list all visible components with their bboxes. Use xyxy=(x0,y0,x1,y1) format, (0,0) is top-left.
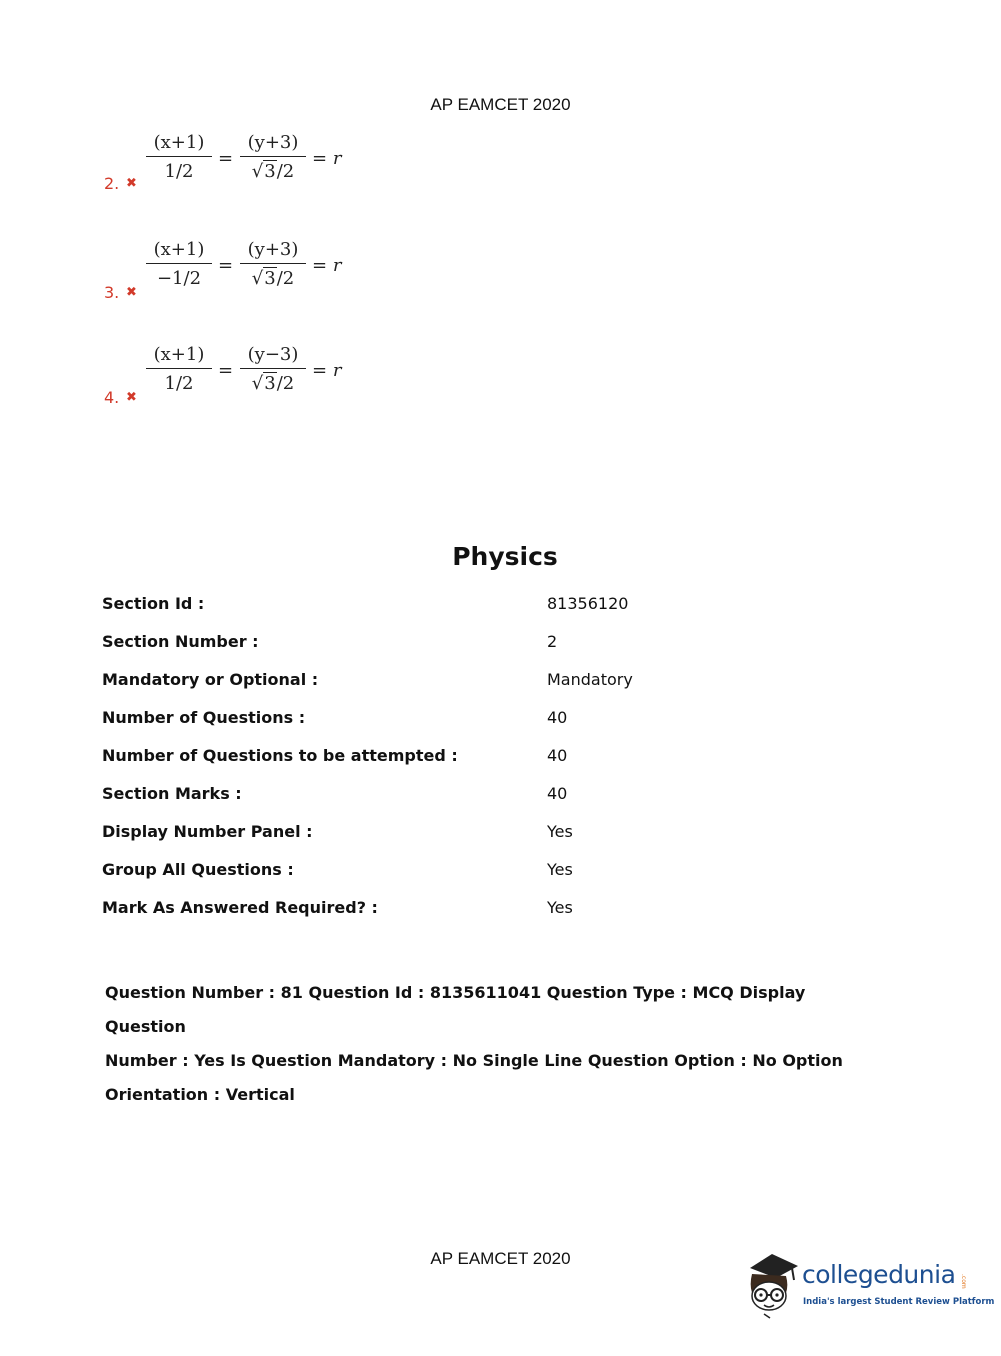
answer-option-2 xyxy=(104,128,404,208)
logo-suffix: .com xyxy=(960,1274,967,1289)
section-info-row xyxy=(102,822,802,852)
question-info-line: Number : Yes Is Question Mandatory : No Single Line Question Option : No Option xyxy=(105,1051,843,1070)
section-info-row xyxy=(102,784,802,814)
row-label: Display Number Panel : xyxy=(102,822,313,841)
option-label: 3. xyxy=(104,283,120,302)
row-value: 2 xyxy=(547,632,558,651)
mascot-icon xyxy=(742,1250,802,1320)
fraction-y: (y+3) √3/2 xyxy=(238,132,308,182)
equals-rhs: = r xyxy=(312,148,342,169)
fraction-y: (y+3) √3/2 xyxy=(238,239,308,289)
row-label: Section Id : xyxy=(102,594,205,613)
section-title: Physics xyxy=(452,542,558,571)
row-value: Yes xyxy=(547,860,573,879)
row-label: Mark As Answered Required? : xyxy=(102,898,378,917)
equals-rhs: = r xyxy=(312,360,342,381)
equals-sign: = xyxy=(218,360,234,381)
row-label: Group All Questions : xyxy=(102,860,294,879)
row-label: Number of Questions to be attempted : xyxy=(102,746,458,765)
question-info-line: Orientation : Vertical xyxy=(105,1085,295,1104)
equals-rhs: = r xyxy=(312,255,342,276)
answer-option-3 xyxy=(104,235,404,315)
section-info-row xyxy=(102,746,802,776)
row-value: Mandatory xyxy=(547,670,633,689)
fraction-x: (x+1) 1/2 xyxy=(144,132,214,182)
row-value: 40 xyxy=(547,784,568,803)
section-info-row xyxy=(102,860,802,890)
option-label: 4. xyxy=(104,388,120,407)
question-info xyxy=(105,976,865,1112)
page-header: AP EAMCET 2020 xyxy=(430,95,571,114)
fraction-x: (x+1) −1/2 xyxy=(144,239,214,289)
page-footer: AP EAMCET 2020 xyxy=(430,1249,571,1268)
collegedunia-logo xyxy=(742,1250,995,1320)
wrong-mark-icon: ✖ xyxy=(126,285,137,300)
row-label: Number of Questions : xyxy=(102,708,306,727)
option-label: 2. xyxy=(104,174,120,193)
section-info-row xyxy=(102,898,802,928)
equals-sign: = xyxy=(218,148,234,169)
fraction-x: (x+1) 1/2 xyxy=(144,344,214,394)
section-info-row xyxy=(102,708,802,738)
equals-sign: = xyxy=(218,255,234,276)
row-label: Mandatory or Optional : xyxy=(102,670,319,689)
wrong-mark-icon: ✖ xyxy=(126,176,137,191)
row-value: Yes xyxy=(547,822,573,841)
fraction-y: (y−3) √3/2 xyxy=(238,344,308,394)
section-info-row xyxy=(102,594,802,624)
row-label: Section Marks : xyxy=(102,784,242,803)
question-info-line: Question Number : 81 Question Id : 8135611041 Question Type : MCQ Display Question xyxy=(105,983,806,1036)
row-value: Yes xyxy=(547,898,573,917)
wrong-mark-icon: ✖ xyxy=(126,390,137,405)
row-value: 40 xyxy=(547,746,568,765)
answer-option-4 xyxy=(104,340,404,420)
logo-tagline: India's largest Student Review Platform xyxy=(803,1297,995,1307)
row-value: 81356120 xyxy=(547,594,629,613)
section-info-row xyxy=(102,632,802,662)
logo-brand: collegedunia xyxy=(802,1260,956,1289)
section-info-row xyxy=(102,670,802,700)
row-value: 40 xyxy=(547,708,568,727)
row-label: Section Number : xyxy=(102,632,259,651)
